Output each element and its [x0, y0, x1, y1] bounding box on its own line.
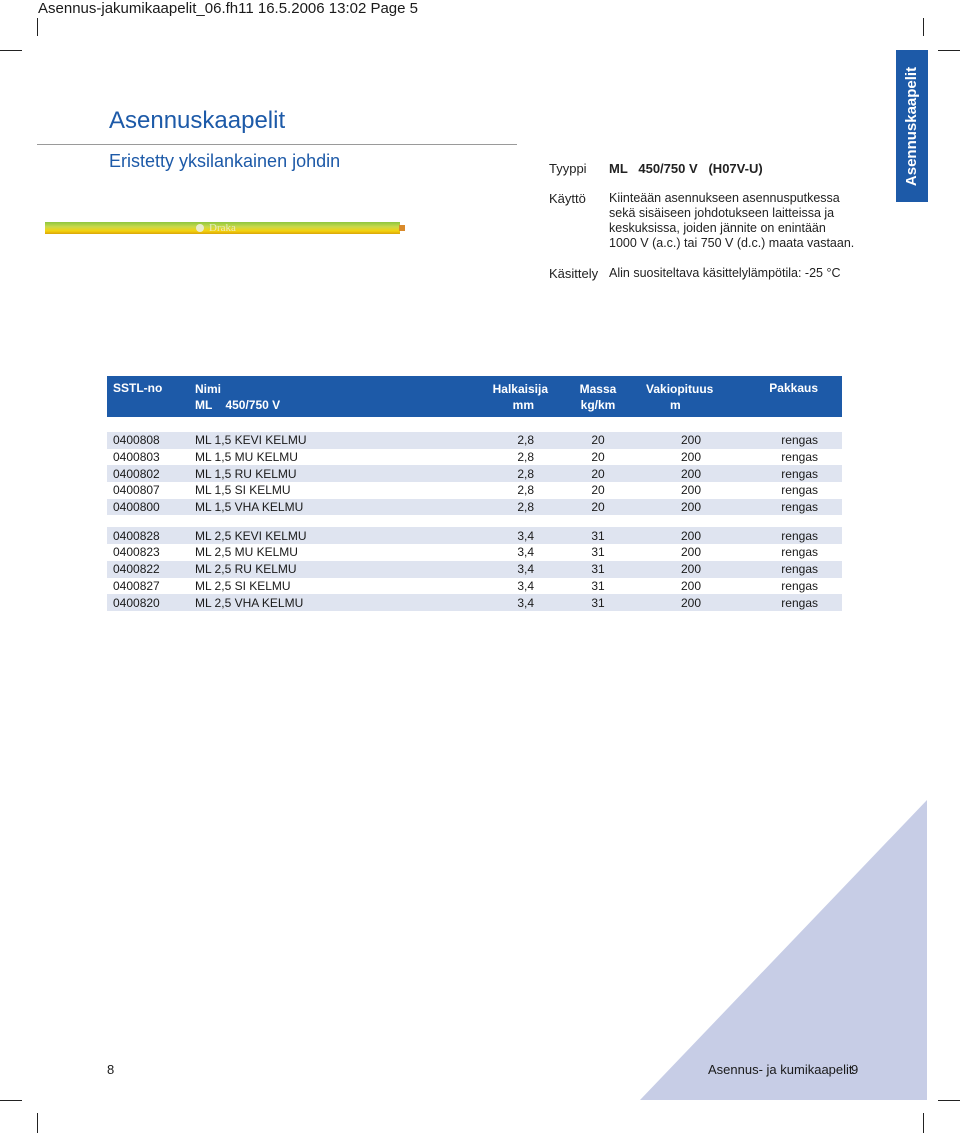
cell-code: 0400808	[107, 432, 189, 449]
cell-massa: 20	[556, 499, 640, 516]
cell-massa: 20	[556, 465, 640, 482]
cell-vakiopituus: 200	[640, 499, 742, 516]
cell-halkaisija: 3,4	[428, 561, 556, 578]
crop-mark	[0, 1100, 22, 1101]
header-name-line1: Nimi	[195, 381, 222, 396]
cell-name: ML 2,5 KEVI KELMU	[189, 527, 428, 544]
cell-name: ML 1,5 MU KELMU	[189, 449, 428, 466]
cell-massa: 31	[556, 561, 640, 578]
cell-name: ML 2,5 RU KELMU	[189, 561, 428, 578]
table-row	[107, 578, 842, 595]
cell-vakiopituus: 200	[640, 482, 742, 499]
cell-massa: 31	[556, 578, 640, 595]
cell-code: 0400803	[107, 449, 189, 466]
kaytto-label: Käyttö	[549, 191, 586, 206]
cell-code: 0400800	[107, 499, 189, 516]
cell-vakiopituus: 200	[640, 527, 742, 544]
cell-name: ML 1,5 RU KELMU	[189, 465, 428, 482]
header-code: SSTL-no	[107, 376, 189, 417]
cell-massa: 20	[556, 482, 640, 499]
cell-vakiopituus: 200	[640, 432, 742, 449]
print-slug-line: Asennus-jakumikaapelit_06.fh11 16.5.2006 13:02 Page 5	[38, 0, 419, 17]
tyyppi-label: Tyyppi	[549, 161, 587, 176]
cell-halkaisija: 2,8	[428, 499, 556, 516]
page-title: Asennuskaapelit	[109, 107, 286, 134]
kaytto-line: 1000 V (a.c.) tai 750 V (d.c.) maata vastaan.	[609, 236, 855, 250]
kaytto-line: keskuksissa, joiden jännite on enintään	[609, 221, 826, 235]
kaytto-line: Kiinteään asennukseen asennusputkessa	[609, 191, 840, 205]
table-spacer	[107, 417, 842, 432]
cell-pakkaus: rengas	[742, 432, 842, 449]
header-halkaisija	[428, 376, 556, 417]
cell-pakkaus: rengas	[742, 499, 842, 516]
cell-code: 0400822	[107, 561, 189, 578]
cell-code: 0400820	[107, 594, 189, 611]
header-pakkaus: Pakkaus	[742, 376, 842, 417]
cell-pakkaus: rengas	[742, 482, 842, 499]
cell-name: ML 1,5 KEVI KELMU	[189, 432, 428, 449]
crop-mark	[938, 50, 960, 51]
cell-halkaisija: 3,4	[428, 527, 556, 544]
cell-name: ML 2,5 VHA KELMU	[189, 594, 428, 611]
header-name-line2: ML 450/750 V	[195, 397, 281, 412]
title-divider	[37, 144, 517, 145]
cell-pakkaus: rengas	[742, 449, 842, 466]
crop-mark	[0, 50, 22, 51]
cell-massa: 20	[556, 449, 640, 466]
header-massa	[556, 376, 640, 417]
cell-halkaisija: 2,8	[428, 449, 556, 466]
side-tab-label: Asennuskaapelit	[903, 66, 921, 186]
cell-code: 0400807	[107, 482, 189, 499]
cell-code: 0400828	[107, 527, 189, 544]
kaytto-line: sekä sisäiseen johdotukseen laitteissa ja	[609, 206, 835, 220]
cell-name: ML 1,5 SI KELMU	[189, 482, 428, 499]
cell-vakiopituus: 200	[640, 544, 742, 561]
cell-massa: 20	[556, 432, 640, 449]
table-row	[107, 499, 842, 516]
table-row	[107, 449, 842, 466]
cell-massa: 31	[556, 594, 640, 611]
cell-halkaisija: 2,8	[428, 465, 556, 482]
table-group-gap	[107, 515, 842, 527]
cell-vakiopituus: 200	[640, 561, 742, 578]
cell-vakiopituus: 200	[640, 578, 742, 595]
side-tab	[896, 50, 928, 202]
corner-triangle-decoration	[640, 800, 927, 1100]
header-vakiopituus-line2: m	[670, 397, 681, 412]
table-row	[107, 561, 842, 578]
cell-name: ML 2,5 MU KELMU	[189, 544, 428, 561]
cell-vakiopituus: 200	[640, 465, 742, 482]
product-table	[107, 376, 842, 611]
table-row	[107, 594, 842, 611]
table-row	[107, 482, 842, 499]
cable-brand-print: Draka	[209, 222, 236, 234]
crop-mark	[923, 1113, 924, 1133]
cell-pakkaus: rengas	[742, 578, 842, 595]
header-vakiopituus-line1: Vakiopituus	[646, 381, 714, 396]
cell-code: 0400827	[107, 578, 189, 595]
cell-vakiopituus: 200	[640, 449, 742, 466]
tyyppi-value: ML 450/750 V (H07V-U)	[609, 161, 763, 176]
header-name	[189, 376, 428, 417]
crop-mark	[938, 1100, 960, 1101]
cell-pakkaus: rengas	[742, 594, 842, 611]
header-halkaisija-line1: Halkaisija	[492, 381, 548, 396]
header-halkaisija-line2: mm	[512, 397, 534, 412]
footer-section-title: Asennus- ja kumikaapelit	[708, 1062, 853, 1077]
header-vakiopituus	[640, 376, 742, 417]
cell-halkaisija: 2,8	[428, 482, 556, 499]
kasittely-label: Käsittely	[549, 266, 599, 281]
cell-halkaisija: 3,4	[428, 594, 556, 611]
cell-name: ML 2,5 SI KELMU	[189, 578, 428, 595]
table-row	[107, 432, 842, 449]
cell-pakkaus: rengas	[742, 465, 842, 482]
cell-code: 0400802	[107, 465, 189, 482]
table-header-row	[107, 376, 842, 417]
cell-code: 0400823	[107, 544, 189, 561]
cell-halkaisija: 3,4	[428, 578, 556, 595]
table-row	[107, 465, 842, 482]
page-number-left: 8	[107, 1062, 115, 1077]
cell-pakkaus: rengas	[742, 544, 842, 561]
header-massa-line1: Massa	[579, 381, 617, 396]
page-subtitle: Eristetty yksilankainen johdin	[109, 151, 341, 171]
kasittely-value: Alin suositeltava käsittelylämpötila: -25 °C	[609, 266, 841, 280]
cell-pakkaus: rengas	[742, 561, 842, 578]
cell-pakkaus: rengas	[742, 527, 842, 544]
crop-mark	[923, 18, 924, 36]
cell-massa: 31	[556, 527, 640, 544]
cell-massa: 31	[556, 544, 640, 561]
page-number-right: 9	[851, 1062, 859, 1077]
table-row	[107, 544, 842, 561]
table-row	[107, 527, 842, 544]
cell-vakiopituus: 200	[640, 594, 742, 611]
crop-mark	[37, 18, 38, 36]
cell-halkaisija: 2,8	[428, 432, 556, 449]
header-massa-line2: kg/km	[580, 397, 616, 412]
crop-mark	[37, 1113, 38, 1133]
cell-halkaisija: 3,4	[428, 544, 556, 561]
cell-name: ML 1,5 VHA KELMU	[189, 499, 428, 516]
